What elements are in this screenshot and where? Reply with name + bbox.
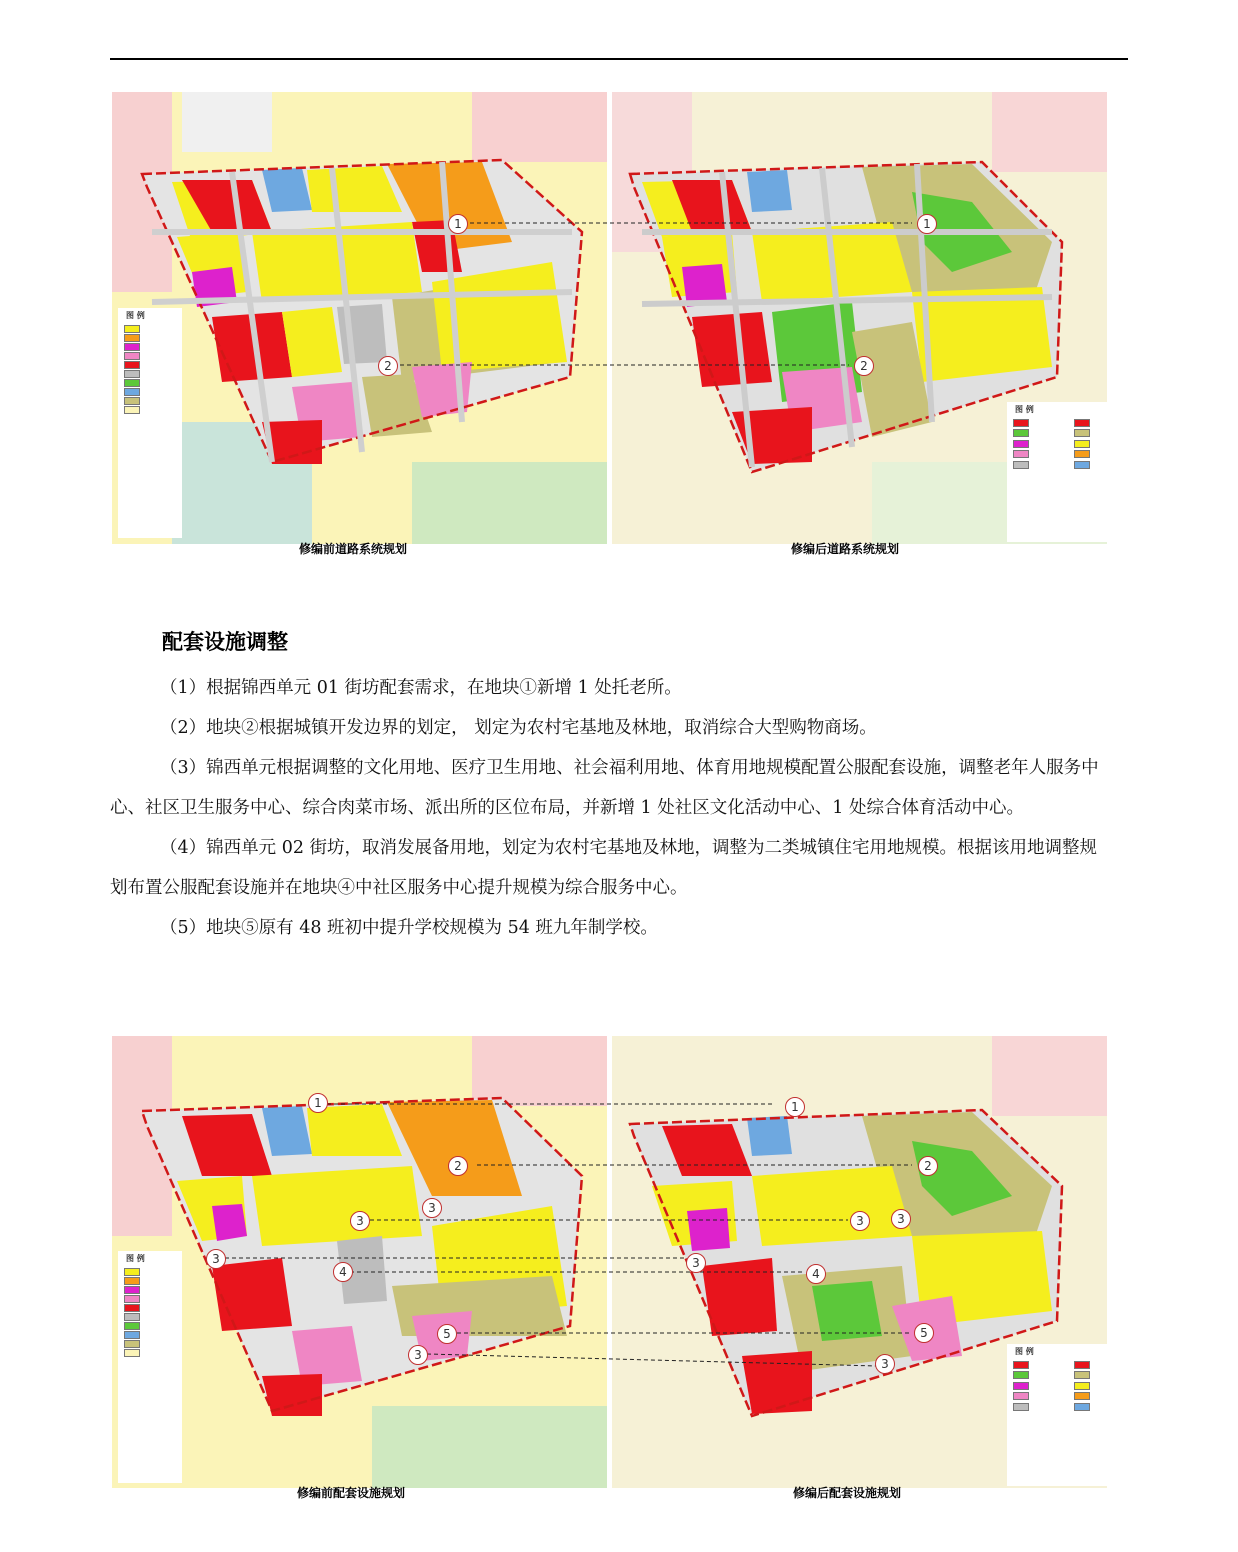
marker-3b-before: 3 (350, 1211, 370, 1231)
paragraph-4: （4）锦西单元 02 街坊，取消发展备用地，划定为农村宅基地及林地，调整为二类城镇住宅用地规模。根据该用地调整规划布置公服配套设施并在地块④中社区服务中心提升规模为综合服务中心。 (110, 838, 1098, 898)
marker-4-before: 4 (333, 1262, 353, 1282)
marker-3c-before: 3 (206, 1249, 226, 1269)
caption-after-road: 修编后道路系统规划 (791, 542, 900, 556)
section-body (110, 668, 1100, 948)
marker-1-before: 1 (308, 1093, 328, 1113)
marker-3c-after: 3 (686, 1253, 706, 1273)
marker-2-after: 2 (854, 356, 874, 376)
marker-3d-after: 3 (875, 1354, 895, 1374)
marker-2-before: 2 (448, 1156, 468, 1176)
marker-5-before: 5 (437, 1324, 457, 1344)
legend-title: 图 例 (1015, 405, 1034, 414)
marker-1-before: 1 (448, 214, 468, 234)
paragraph-5: （5）地块⑤原有 48 班初中提升学校规模为 54 班九年制学校。 (160, 918, 658, 938)
figure1-connectors (112, 92, 1118, 544)
marker-4-after: 4 (806, 1264, 826, 1284)
legend-title: 图 例 (126, 311, 145, 320)
marker-3d-before: 3 (408, 1345, 428, 1365)
marker-5-after: 5 (914, 1323, 934, 1343)
legend-title: 图 例 (126, 1254, 145, 1263)
paragraph-1: （1）根据锦西单元 01 街坊配套需求，在地块①新增 1 处托老所。 (160, 678, 682, 698)
caption-before-road: 修编前道路系统规划 (299, 542, 408, 556)
figure2-connectors (112, 1036, 1118, 1488)
marker-2-before: 2 (378, 356, 398, 376)
paragraph-3: （3）锦西单元根据调整的文化用地、医疗卫生用地、社会福利用地、体育用地规模配置公服配套设施，调整老年人服务中心、社区卫生服务中心、综合肉菜市场、派出所的区位布局，并新增 1 处社区文化活动中心、1 处综合体育活动中心。 (110, 758, 1099, 818)
caption-after-facility: 修编后配套设施规划 (793, 1486, 902, 1500)
paragraph-2: （2）地块②根据城镇开发边界的划定， 划定为农村宅基地及林地，取消综合大型购物商场。 (160, 718, 877, 738)
marker-1-after: 1 (917, 214, 937, 234)
legend-title: 图 例 (1015, 1347, 1034, 1356)
section-heading: 配套设施调整 (162, 630, 288, 654)
marker-3a-before: 3 (422, 1198, 442, 1218)
marker-1-after: 1 (785, 1097, 805, 1117)
marker-3b-after: 3 (891, 1209, 911, 1229)
road-system-figure (112, 92, 1118, 556)
facility-figure (112, 1036, 1118, 1502)
caption-before-facility: 修编前配套设施规划 (297, 1486, 406, 1500)
marker-2-after: 2 (918, 1156, 938, 1176)
header-rule (110, 58, 1128, 60)
marker-3a-after: 3 (850, 1211, 870, 1231)
